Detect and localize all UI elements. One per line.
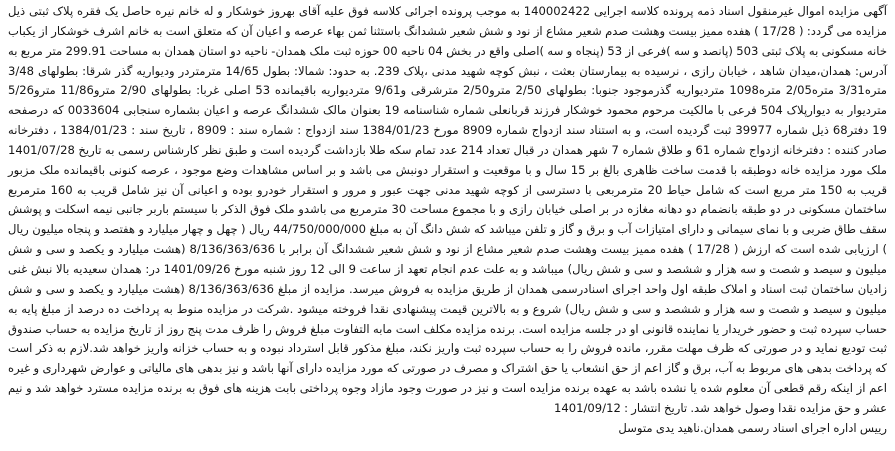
notice-body-text: آگهی مزایده اموال غیرمنقول اسناد ذمه پرونده کلاسه اجرایی 140002422 به موجب پرونده اجرائی کلاسه فوق علیه آقای بهروز خوشکار و له خانم نیره حاصل یک فقره پلاک ثبتی ذیل مزایده می گردد: ( 17/28 ) هفده ممیز بیست وهشت صدم شعیر مشاع از نود و شش شعیر ششدانگ باستثنا ثمن بهاء عرصه و اعیان آن که متعلق است به خانم اشرف خوشکار از یکباب خانه مسکونی به پلاک ثبتی 503 (پانصد و سه )فرعی از 53 (پنجاه و سه )اصلی واقع در بخش 04 ناحیه 00 حوزه ثبت ملک همدان- ناحیه دو استان همدان به مساحت 299.91 متر مربع به آدرس: همدان،میدان شاهد ، خیابان رازی ، نرسیده به بیمارستان بعثت ، نبش کوچه شهید مدنی ،پلاک 239. به حدود: شمالا: بطول 14/65 مترمتردر ودیواریه گذر شرقا: بطولهای 3/48 متره3/31 متره2/05 متره1098 متردیواریه گذرموجود جنوبا: بطولهای 2/50 مترو2/50 مترشرقی و9/61 متردیواریه باقیمانده 53 اصلی غربا: بطولهای 2/90 مترو11/86 مترو5/26 متردیوار به دیوارپلاک 504 فرعی با مالکیت مرحوم محمود خوشکار فرزند قربانعلی شماره شناسنامه 19 بعنوان مالک ششدانگ عرصه و اعیان بشماره سنجابی 0033604 که درصفحه 19 دفتر68 ذیل شماره 39977 ثبت گردیده است، و به استناد سند ازدواج شماره 8909 مورخ 1384/01/23 سند ازدواج : شماره سند : 8909 ، تاریخ سند : 1384/01/23 ، دفترخانه صادر کننده : دفترخانه ازدواج شماره 61 و طلاق شماره 7 شهر همدان در قبال تعداد 214 عدد تمام سکه طلا بازداشت گردیده است و طبق نظر کارشناس رسمی به تاریخ 1401/07/28 ملک مورد مزایده خانه دوطبقه با قدمت ساخت ظاهری بالغ بر 15 سال و با موقعیت و استقرار دونبش می باشد و بر اساس مشاهدات وضع موجود ، عرصه کنونی باقیمانده ملک مزبور قریب به 150 متر مربع است که شامل حیاط 20 مترمربعی با دسترسی از کوچه شهید مدنی جهت عبور و مرور و استقرار خودرو بوده و اعیانی آن نیز شامل قریب به 160 مترمربع ساختمان مسکونی در دو طبقه بانضمام دو دهانه مغازه در بر اصلی خیابان رازی و با مجموع مساحت 30 مترمربع می باشدو ملک فوق الذکر با سیستم باربر جانبی نیمه اسکلت و پوشش سقف طاق ضربی و با نمای سیمانی و دارای امتیازات آب و برق و گاز و تلفن میباشد که شش دانگ آن به مبلغ 44/750/000/000 ریال ( چهل و چهار میلیارد و هفتصد و پنجاه میلیون ریال ) ارزیابی شده است که ارزش ( 17/28 ) هفده ممیز بیست وهشت صدم شعیر مشاع از نود و شش شعیر ششدانگ آن برابر با 8/136/363/636 (هشت میلیارد و یکصد و سی و شش میلیون و سیصد و شصت و سه هزار و ششصد و سی و شش ریال) میباشد و به علت عدم انجام تعهد از ساعت 9 الی 12 روز شنبه مورخ 1401/09/26 در: همدان سعیدیه بالا نبش غنی زادیان ساختمان ثبت اسناد و املاک طبقه اول واحد اجرای اسنادرسمی همدان از طریق مزایده به فروش میرسد. مزایده از مبلغ 8/136/363/636 (هشت میلیارد و یکصد و سی و شش میلیون و سیصد و شصت و سه هزار و ششصد و سی و شش ریال) شروع و به بالاترین قیمت پیشنهادی نقدا فروخته میشود .شرکت در مزایده منوط به پرداخت ده درصد از مبلغ پایه به حساب سپرده ثبت و حضور خریدار یا نماینده قانونی او در جلسه مزایده است. برنده مزایده مکلف است مابه التفاوت مبلغ فروش را ظرف مدت پنج روز از تاریخ مزایده به حساب صندوق ثبت تودیع نماید و در صورتی که ظرف مهلت مقرر، مانده فروش را به حساب سپرده ثبت واریز نکند، مبلغ مذکور قابل استرداد نبوده و به حساب خزانه واریز خواهد شد.لازم به ذکر است که پرداخت بدهی های مربوط به آب، برق و گاز اعم از حق انشعاب یا حق اشتراک و مصرف در صورتی که مورد مزایده دارای آنها باشد و نیز بدهی های مالیاتی و عوارض شهرداری و غیره اعم از اینکه رقم قطعی آن معلوم شده یا نشده باشد به عهده برنده مزایده است و نیز در صورت وجود مازاد وجوه پرداختی بابت هزینه های فوق به برنده مزایده مسترد خواهد شد و نیم عشر و حق مزایده نقدا وصول خواهد شد. تاریخ انتشار : 1401/09/12 — [8, 4, 888, 415]
signature: رییس اداره اجرای اسناد رسمی همدان.ناهید یدی متوسل — [618, 420, 887, 435]
notice-body — [8, 2, 887, 439]
